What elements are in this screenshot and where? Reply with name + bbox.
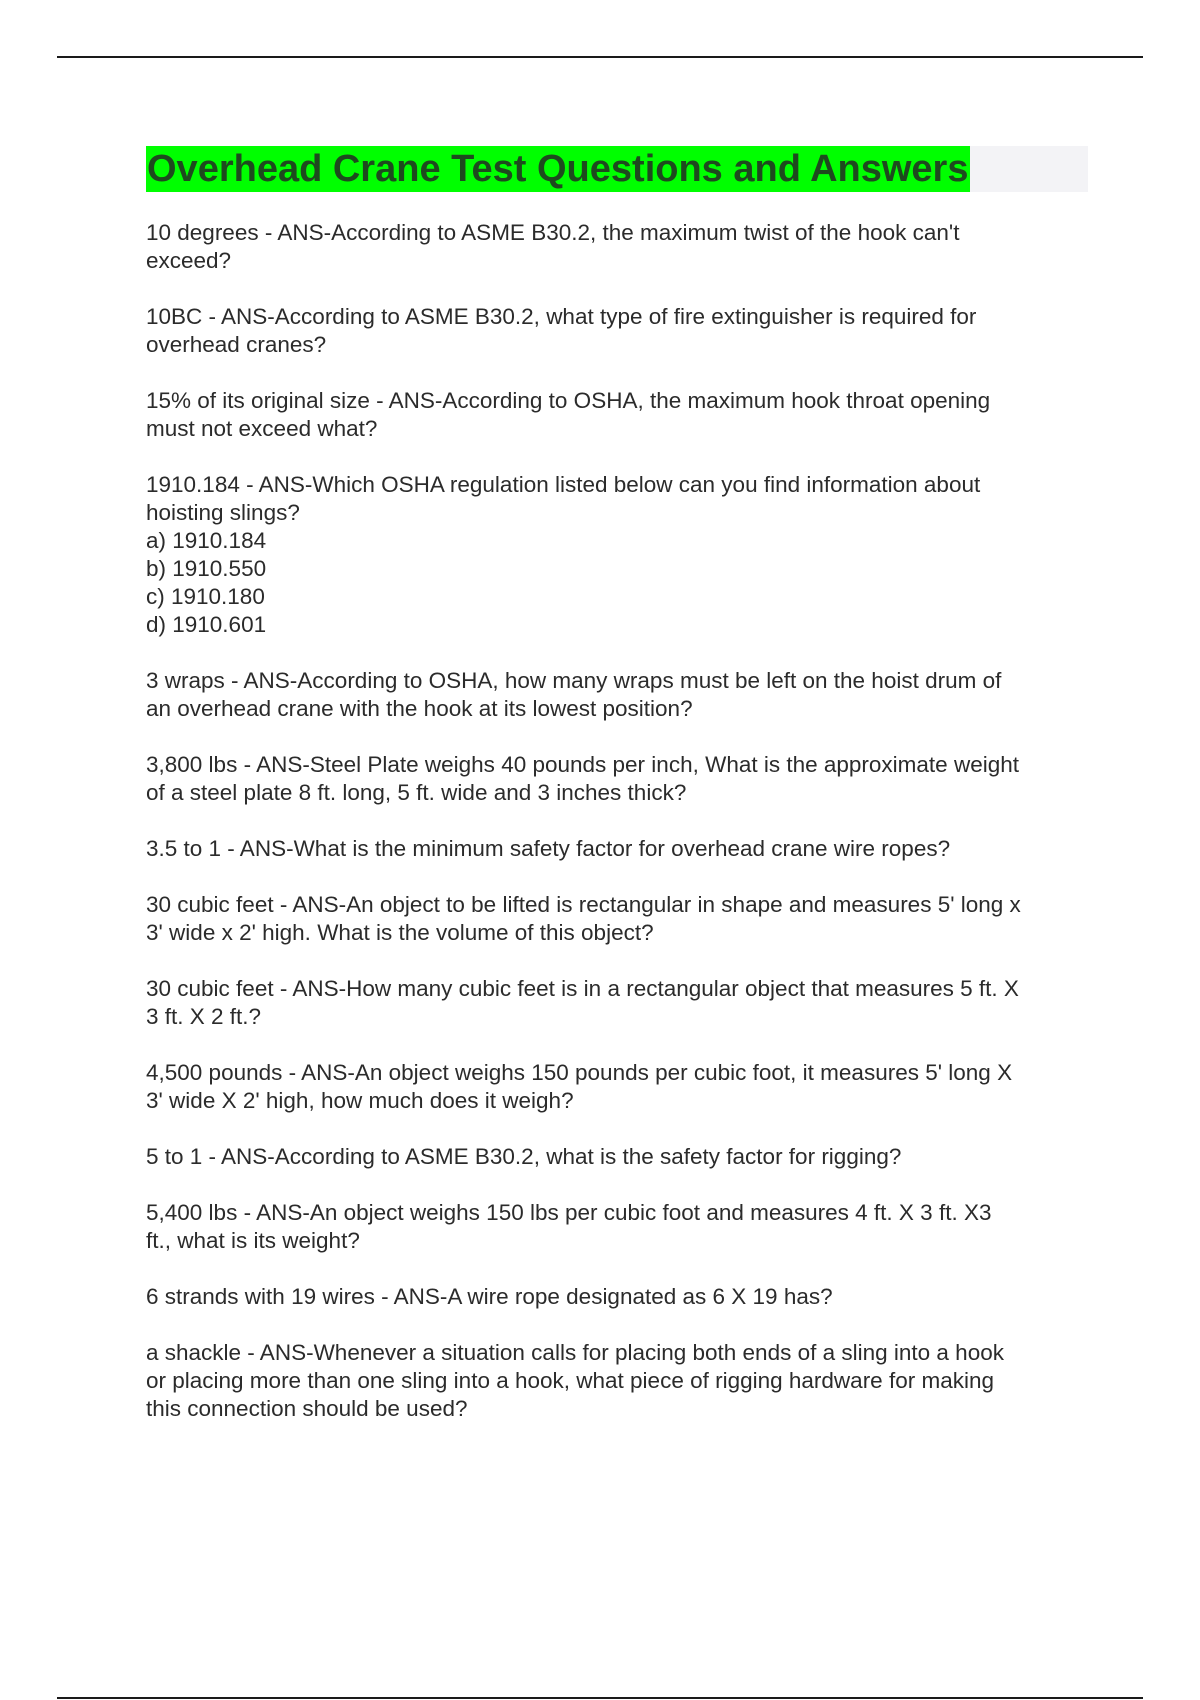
qa-item xyxy=(146,471,1096,639)
qa-line: overhead cranes? xyxy=(146,332,327,357)
qa-list xyxy=(146,219,1096,1451)
qa-line: an overhead crane with the hook at its lowest position? xyxy=(146,696,693,721)
qa-line: exceed? xyxy=(146,248,232,273)
qa-line: 10BC - ANS-According to ASME B30.2, what type of fire extinguisher is required for xyxy=(146,304,977,329)
qa-line: 30 cubic feet - ANS-An object to be lifted is rectangular in shape and measures 5' long x xyxy=(146,892,1021,917)
bottom-rule xyxy=(57,1697,1143,1699)
qa-line: must not exceed what? xyxy=(146,416,378,441)
qa-line: 5,400 lbs - ANS-An object weighs 150 lbs per cubic foot and measures 4 ft. X 3 ft. X3 xyxy=(146,1200,992,1225)
qa-line: 3 ft. X 2 ft.? xyxy=(146,1004,262,1029)
qa-item xyxy=(146,891,1096,947)
qa-item xyxy=(146,975,1096,1031)
qa-line: d) 1910.601 xyxy=(146,612,267,637)
document-title: Overhead Crane Test Questions and Answers xyxy=(147,148,969,190)
qa-line: 3.5 to 1 - ANS-What is the minimum safety factor for overhead crane wire ropes? xyxy=(146,836,951,861)
qa-item xyxy=(146,1339,1096,1423)
qa-line: 15% of its original size - ANS-According to OSHA, the maximum hook throat opening xyxy=(146,388,991,413)
qa-item xyxy=(146,751,1096,807)
qa-item xyxy=(146,1059,1096,1115)
qa-line: this connection should be used? xyxy=(146,1396,468,1421)
qa-item xyxy=(146,1199,1096,1255)
qa-line: 6 strands with 19 wires - ANS-A wire rope designated as 6 X 19 has? xyxy=(146,1284,833,1309)
qa-line: a shackle - ANS-Whenever a situation calls for placing both ends of a sling into a hook xyxy=(146,1340,1004,1365)
qa-line: 1910.184 - ANS-Which OSHA regulation listed below can you find information about xyxy=(146,472,981,497)
qa-line: b) 1910.550 xyxy=(146,556,267,581)
qa-item xyxy=(146,1143,1096,1171)
qa-line: 5 to 1 - ANS-According to ASME B30.2, what is the safety factor for rigging? xyxy=(146,1144,902,1169)
qa-item xyxy=(146,219,1096,275)
qa-line: 10 degrees - ANS-According to ASME B30.2, the maximum twist of the hook can't xyxy=(146,220,960,245)
qa-line: hoisting slings? xyxy=(146,500,300,525)
top-rule xyxy=(57,56,1143,58)
qa-item xyxy=(146,667,1096,723)
qa-item xyxy=(146,1283,1096,1311)
qa-line: 3' wide x 2' high. What is the volume of this object? xyxy=(146,920,654,945)
qa-line: 3,800 lbs - ANS-Steel Plate weighs 40 pounds per inch, What is the approximate weight xyxy=(146,752,1019,777)
qa-item xyxy=(146,387,1096,443)
qa-item xyxy=(146,303,1096,359)
qa-line: or placing more than one sling into a hook, what piece of rigging hardware for making xyxy=(146,1368,994,1393)
qa-line: c) 1910.180 xyxy=(146,584,265,609)
qa-line: 30 cubic feet - ANS-How many cubic feet is in a rectangular object that measures 5 ft. X xyxy=(146,976,1019,1001)
qa-line: 3 wraps - ANS-According to OSHA, how many wraps must be left on the hoist drum of xyxy=(146,668,1002,693)
qa-item xyxy=(146,835,1096,863)
qa-line: 3' wide X 2' high, how much does it weigh? xyxy=(146,1088,574,1113)
qa-line: of a steel plate 8 ft. long, 5 ft. wide and 3 inches thick? xyxy=(146,780,687,805)
qa-line: ft., what is its weight? xyxy=(146,1228,360,1253)
qa-line: 4,500 pounds - ANS-An object weighs 150 pounds per cubic foot, it measures 5' long X xyxy=(146,1060,1013,1085)
title-band xyxy=(146,146,1088,192)
qa-line: a) 1910.184 xyxy=(146,528,267,553)
